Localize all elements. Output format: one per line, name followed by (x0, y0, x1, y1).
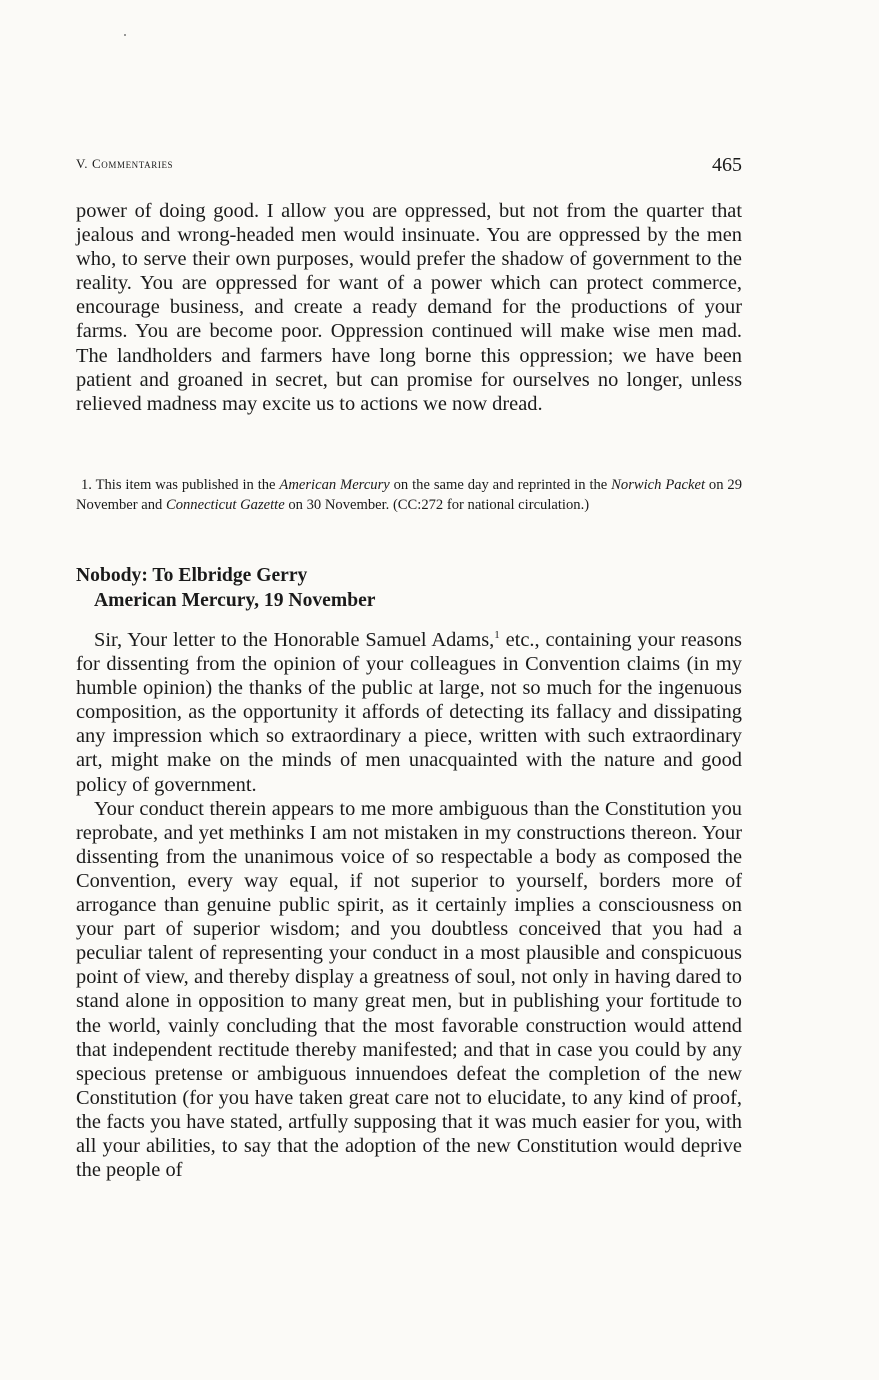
footnote-marker: 1 (494, 629, 500, 642)
continued-paragraph-block (76, 199, 742, 416)
section-title: V. Commentaries (76, 156, 174, 171)
article-title: Nobody: To Elbridge Gerry (76, 565, 308, 586)
print-speck (124, 34, 126, 36)
footnote-publication-3: Connecticut Gazette (165, 496, 285, 513)
footnote-mid-1: on the same day and reprinted in the (389, 477, 612, 493)
footnote-mid-2: on 29 November and (76, 477, 743, 513)
page-number: 465 (712, 154, 742, 176)
footnote (76, 476, 742, 515)
footnote-post: on 30 November. (CC:272 for national circulation.) (284, 496, 590, 513)
article-heading (76, 563, 742, 613)
article-paragraph-1 (76, 628, 742, 797)
footnote-publication-2: Norwich Packet (611, 477, 706, 493)
article-source: American Mercury, 19 November (94, 590, 376, 611)
footnote-publication-1: American Mercury (279, 477, 390, 493)
article-body (76, 628, 742, 1182)
article-paragraph-2: Your conduct therein appears to me more ambiguous than the Constitution you reprobate, and yet methinks I am not mistaken in my constructions thereon. Your dissenting from the unanimous voice of so respectable a body as composed the Convention, every way equal, if not superior to yourself, borders more of arrogance than genuine public spirit, as it certainly implies a consciousness on your part of superior wisdom; and you doubtless conceived that you had a peculiar talent of representing your conduct in a most plausible and conspicuous point of view, and thereby display a greatness of soul, not only in having dared to stand alone in opposition to many great men, but in publishing your fortitude to the world, vainly concluding that the most favorable construction would attend that independent rectitude thereby manifested; and that in case you could by any specious pretense or ambiguous innuendoes defeat the completion of the new Constitution (for you have taken great care not to elucidate, to any kind of proof, the facts you have stated, artfully supposing that it was much easier for you, with all your abilities, to say that the adoption of the new Constitution would deprive the people of (76, 797, 742, 1182)
paragraph-1-rest: etc., containing your reasons for dissenting from the opinion of your colleagues in Convention claims (in my humble opinion) the thanks of the public at large, not so much for the ingenuous composition, as the opportunity it affords of detecting its fallacy and dissipating any impression which so extraordinary a piece, written with such extraordinary art, might make on the minds of men unacquainted with the nature and good policy of government. (76, 629, 742, 796)
paragraph-1-start: Sir, Your letter to the Honorable Samuel Adams, (94, 629, 495, 651)
footnote-pre: 1. This item was published in the (81, 477, 280, 493)
continued-paragraph: power of doing good. I allow you are oppressed, but not from the quarter that jealous and wrong-headed men would insinuate. You are oppressed by the men who, to serve their own purposes, would prefer the shadow of government to the reality. You are oppressed for want of a power which can protect commerce, encourage business, and create a ready demand for the productions of your farms. You are become poor. Oppression continued will make wise men mad. The landholders and farmers have long borne this oppression; we have been patient and groaned in secret, but can promise for ourselves no longer, unless relieved madness may excite us to actions we now dread. (76, 200, 742, 415)
running-head (76, 154, 742, 176)
footnote-text (76, 476, 742, 515)
